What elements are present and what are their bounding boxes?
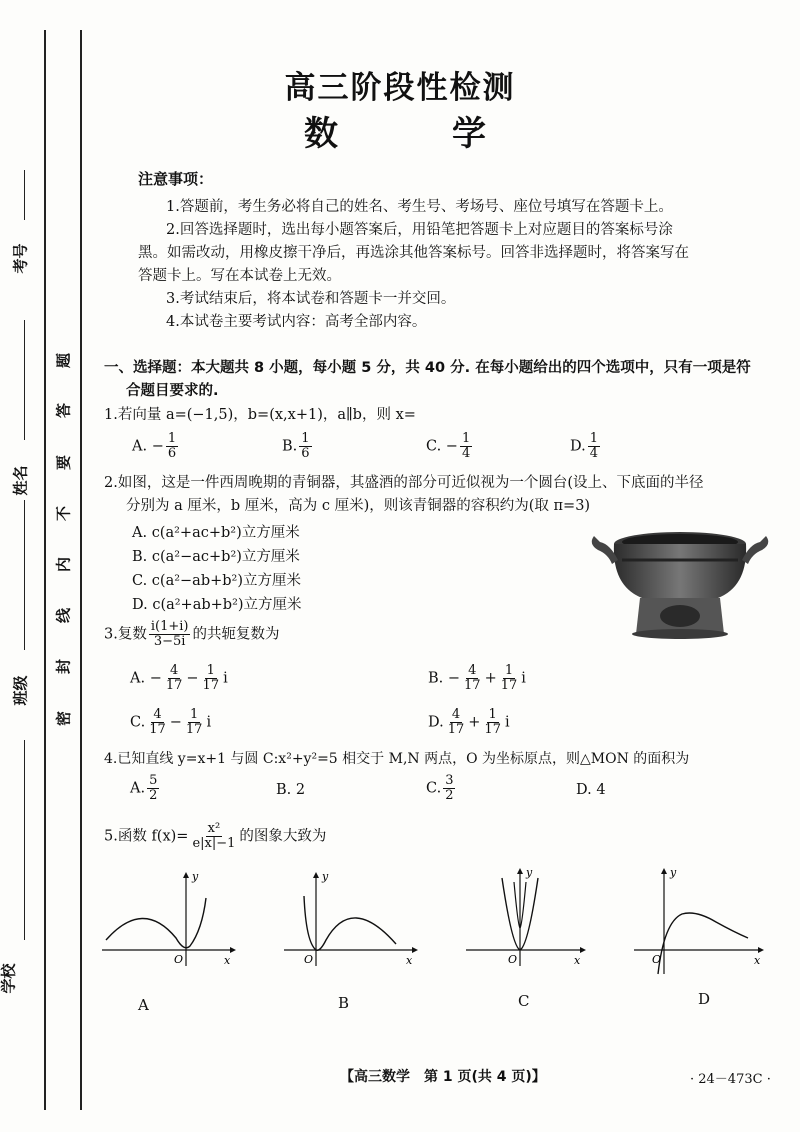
q5-stem: 5.函数 f(x)= $\frac{\text{x²}}{e|x|-1}$ 的图象大致为 [104,821,327,851]
graph-d-y: y [670,866,677,879]
q4-option-d: D. 4 [576,782,606,798]
graph-b-origin: O [304,953,314,966]
q1-option-c: C. − $\frac{1}{4}$ [426,431,471,461]
q4-option-a: A. $\frac{5}{2}$ [130,773,158,803]
graph-d-label: D [698,990,711,1008]
graph-d-origin: O [652,953,662,966]
graph-d-x: x [754,954,761,967]
q3-option-c: C. $\frac{4}{17}$ − $\frac{1}{17}$ i [130,707,212,737]
q4-option-b: B. 2 [276,782,306,798]
binding-line-outer [44,30,46,1110]
graph-b [280,870,420,970]
seal-char: 线 [54,608,73,624]
binding-line-inner [80,30,82,1110]
graph-c-label: C [518,992,530,1010]
section1-heading-2: 合题目要求的. [126,383,219,399]
q2-option-b: B. c(a²−ac+b²)立方厘米 [132,549,300,565]
exam-code: · 24－473C · [690,1072,771,1087]
label-name: 姓名 [11,465,30,496]
graph-a-x: x [224,954,231,967]
graph-a-y: y [192,870,199,883]
q2-option-a: A. c(a²+ac+b²)立方厘米 [132,525,300,541]
graph-c-x: x [574,954,581,967]
graph-b-x: x [406,954,413,967]
blank-name [24,320,25,440]
q1-option-b: B. $\frac{1}{6}$ [282,431,310,461]
q3-option-d: D. $\frac{4}{17}$ + $\frac{1}{17}$ i [428,707,510,737]
q3-stem: 3.复数 $\frac{i(1+i)}{3-5i}$ 的共轭复数为 [104,619,280,649]
q3-option-b: B. − $\frac{4}{17}$ + $\frac{1}{17}$ i [428,663,526,693]
notice-line-3: 3.考试结束后，将本试卷和答题卡一并交回。 [166,291,456,307]
graph-c-origin: O [508,953,518,966]
section1-heading-1: 一、选择题：本大题共 8 小题，每小题 5 分，共 40 分. 在每小题给出的四个选项中，只有一项是符 [104,360,751,376]
seal-char: 密 [54,711,73,727]
bronze-vessel-image [582,516,778,640]
notice-line-2c: 答题卡上。写在本试卷上无效。 [138,268,341,284]
q4-option-c: C. $\frac{3}{2}$ [426,773,454,803]
blank-class [24,500,25,650]
q2-option-c: C. c(a²−ab+b²)立方厘米 [132,573,302,589]
label-exam-no: 考号 [11,243,30,274]
label-class: 班级 [11,675,30,706]
subject-title: 数 学 [304,114,526,154]
notice-line-1: 1.答题前，考生务必将自己的姓名、考生号、考场号、座位号填写在答题卡上。 [166,199,673,215]
notice-line-4: 4.本试卷主要考试内容：高考全部内容。 [166,314,427,330]
graph-c-y: y [526,866,533,879]
graph-a-origin: O [174,953,184,966]
q2-stem-1: 2.如图，这是一件西周晚期的青铜器，其盛酒的部分可近似视为一个圆台(设上、下底面的半径 [104,475,704,491]
q2-stem-2: 分别为 a 厘米，b 厘米，高为 c 厘米)，则该青铜器的容积约为(取 π=3) [126,498,591,514]
q2-option-d: D. c(a²+ab+b²)立方厘米 [132,597,302,613]
notice-line-2a: 2.回答选择题时，选出每小题答案后，用铅笔把答题卡上对应题目的答案标号涂 [166,222,673,238]
notice-line-2b: 黑。如需改动，用橡皮擦干净后，再选涂其他答案标号。回答非选择题时，将答案写在 [138,245,689,261]
seal-char: 要 [54,455,73,471]
graph-a [98,870,238,970]
seal-char: 内 [54,557,73,573]
blank-school [24,740,25,940]
q3-option-a: A. − $\frac{4}{17}$ − $\frac{1}{17}$ i [130,663,228,693]
blank-exam-no [24,170,25,220]
seal-char: 不 [54,506,73,522]
seal-char: 封 [54,659,73,675]
seal-char: 答 [54,403,73,419]
q1-option-d: D. $\frac{1}{4}$ [570,431,598,461]
notice-heading: 注意事项： [138,170,214,188]
graph-b-label: B [338,994,350,1012]
graph-c [462,866,592,970]
page-footer: 【高三数学 第 1 页(共 4 页)】 [340,1069,546,1085]
graph-a-label: A [138,996,149,1014]
exam-title: 高三阶段性检测 [284,70,516,106]
q4-stem: 4.已知直线 y=x+1 与圆 C:x²+y²=5 相交于 M,N 两点，O 为坐标原点，则△MON 的面积为 [104,751,690,767]
label-school: 学校 [0,963,18,994]
seal-char: 题 [54,353,73,369]
graph-d [630,866,770,976]
q1-option-a: A. − $\frac{1}{6}$ [132,431,177,461]
q1-stem: 1.若向量 a=(−1,5)，b=(x,x+1)，a∥b，则 x= [104,407,416,423]
graph-b-y: y [322,870,329,883]
